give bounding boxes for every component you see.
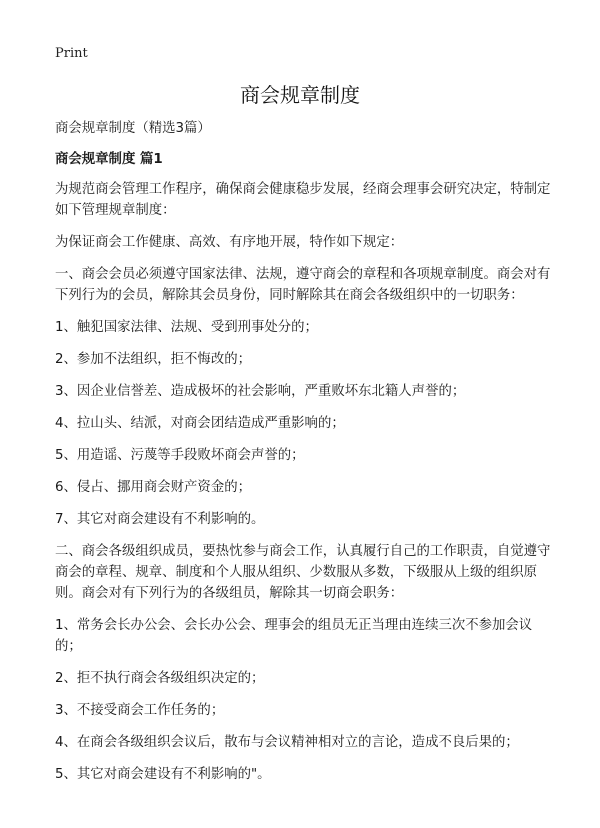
list-item: 4、在商会各级组织会议后，散布与会议精神相对立的言论，造成不良后果的；: [55, 735, 519, 750]
list-item: 2、拒不执行商会各级组织决定的；: [55, 671, 265, 686]
list-item: 7、其它对商会建设有不利影响的。: [55, 512, 265, 527]
list-item: 3、因企业信誉差、造成极坏的社会影响，严重败坏东北籍人声誉的；: [55, 384, 466, 399]
document-body: [55, 118, 555, 796]
document-title: 商会规章制度: [240, 83, 360, 107]
list-item: 1、触犯国家法律、法规、受到刑事处分的；: [55, 320, 318, 335]
print-label: Print: [55, 46, 88, 61]
paragraph: 为保证商会工作健康、高效、有序地开展，特作如下规定：: [55, 235, 404, 250]
list-item: 5、用造谣、污蔑等手段败坏商会声誉的；: [55, 448, 305, 463]
list-item: 3、不接受商会工作任务的；: [55, 703, 225, 718]
list-item: 6、侵占、挪用商会财产资金的；: [55, 480, 251, 495]
list-item: 2、参加不法组织，拒不悔改的；: [55, 352, 251, 367]
paragraph: 为规范商会管理工作程序，确保商会健康稳步发展，经商会理事会研究决定，特制定如下管理规章制度：: [55, 182, 551, 218]
list-item: 1、常务会长办公会、会长办公会、理事会的组员无正当理由连续三次不参加会议的；: [55, 618, 533, 654]
list-item: 5、其它对商会建设有不利影响的"。: [55, 767, 271, 782]
document-subtitle: 商会规章制度（精选3篇）: [55, 121, 211, 136]
paragraph: 一、商会会员必须遵守国家法律、法规，遵守商会的章程和各项规章制度。商会对有下列行为的会员，解除其会员身份，同时解除其在商会各级组织中的一切职务：: [55, 267, 551, 303]
list-item: 4、拉山头、结派，对商会团结造成严重影响的；: [55, 416, 345, 431]
paragraph: 二、商会各级组织成员，要热忱参与商会工作，认真履行自己的工作职责，自觉遵守商会的章程、规章、制度和个人服从组织、少数服从多数，下级服从上级的组织原则。商会对有下列行为的各级组员，解除其一切商会职务：: [55, 544, 551, 601]
section-heading: 商会规章制度 篇1: [55, 152, 163, 167]
